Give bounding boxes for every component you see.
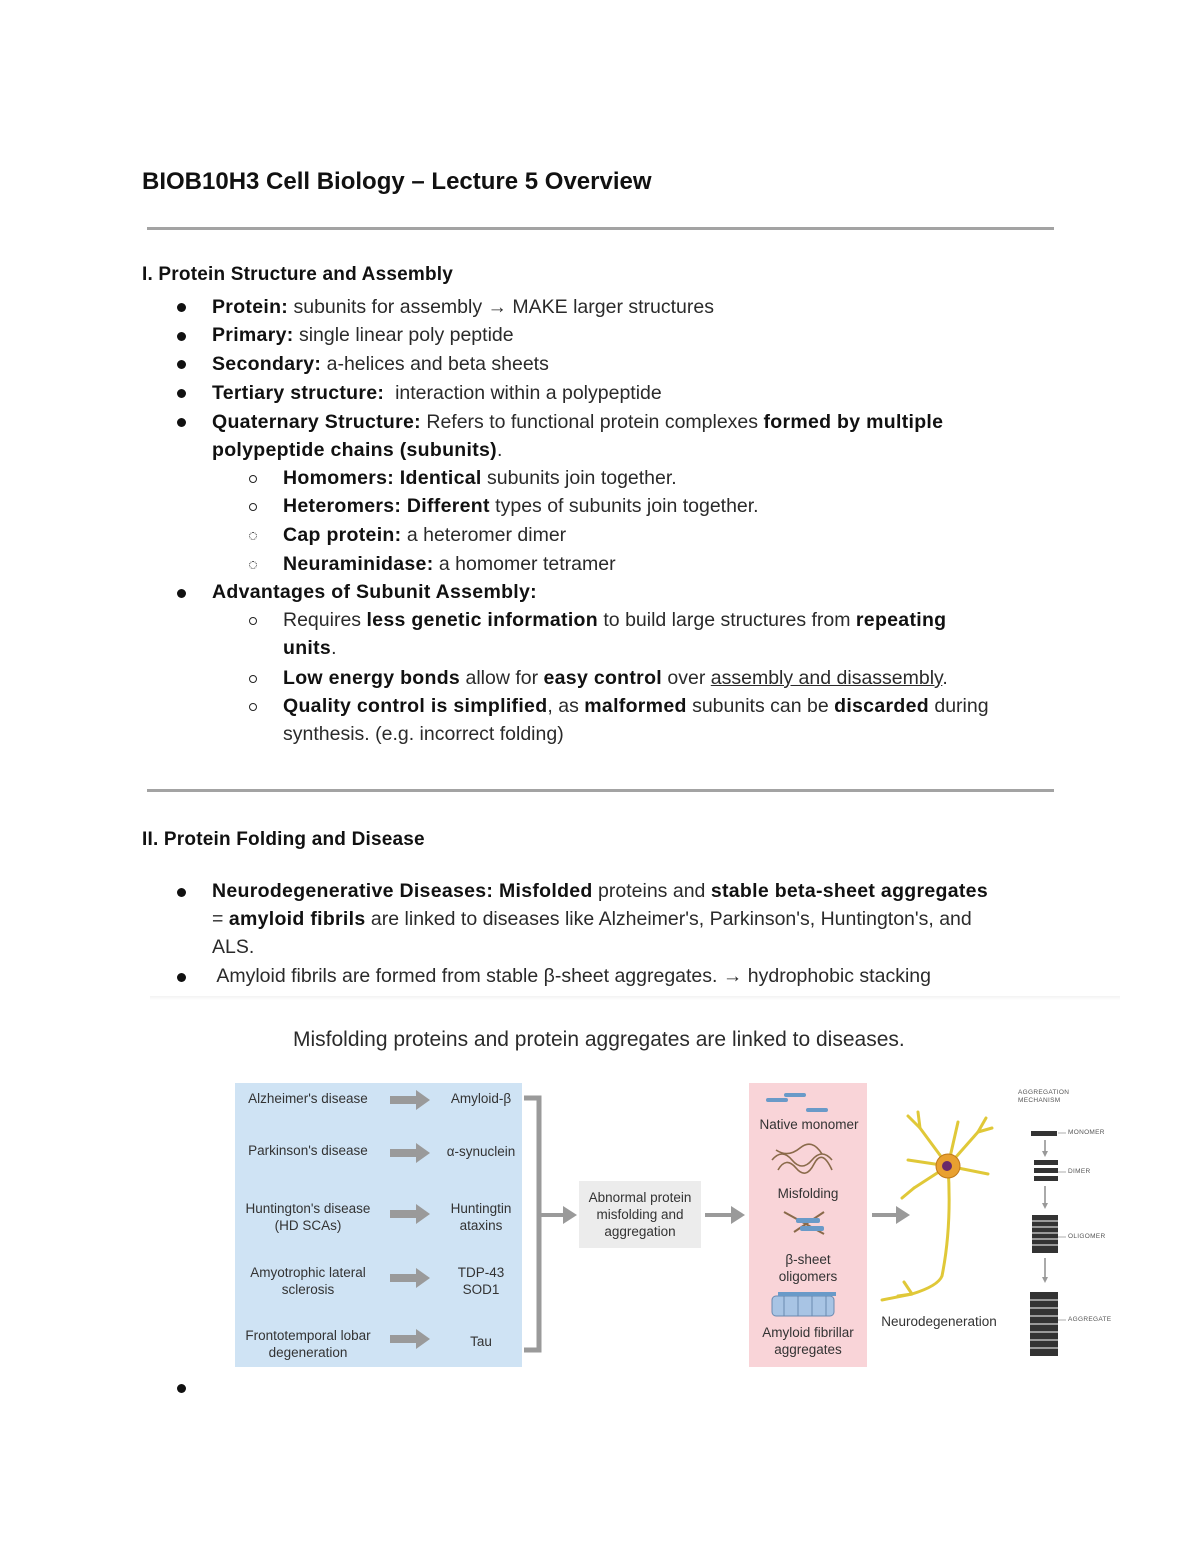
- mechanism-title: AGGREGATION MECHANISM: [1018, 1089, 1070, 1104]
- list-item-quaternary: Quaternary Structure: Refers to functional protein complexes formed by multiple: [212, 411, 944, 433]
- sublist-item-cap-protein: Cap protein: a heteromer dimer: [283, 524, 567, 546]
- nucleus-icon: [942, 1161, 952, 1171]
- figure-title: Misfolding proteins and protein aggregates are linked to diseases.: [293, 1028, 905, 1051]
- disease-label: Huntington's disease (HD SCAs): [245, 1201, 371, 1233]
- sublist-item-neuraminidase: Neuraminidase: a homomer tetramer: [283, 553, 616, 575]
- neuron-label: Neurodegeneration: [881, 1314, 997, 1329]
- sublist-item-heteromers: Heteromers: Different types of subunits join together.: [283, 495, 759, 517]
- sublist-item-genetic-info-cont: units.: [283, 637, 337, 659]
- arrow-icon: [872, 1206, 910, 1224]
- sublist-item-quality-control-cont: synthesis. (e.g. incorrect folding): [283, 723, 564, 745]
- aggregation-stack-icon: [1030, 1131, 1058, 1356]
- list-item-quaternary-cont: polypeptide chains (subunits).: [212, 439, 503, 461]
- sublist-item-genetic-info: Requires less genetic information to build large structures from repeating: [283, 609, 947, 631]
- protein-label: Tau: [470, 1334, 492, 1349]
- neuron-icon: [882, 1112, 992, 1300]
- sublist-item-low-energy: Low energy bonds allow for easy control over assembly and disassembly.: [283, 667, 948, 689]
- stage-label: Native monomer: [759, 1117, 859, 1132]
- disease-label: Parkinson's disease: [248, 1143, 368, 1158]
- page-title: BIOB10H3 Cell Biology – Lecture 5 Overview: [142, 168, 652, 195]
- list-item-primary: Primary: single linear poly peptide: [212, 324, 514, 346]
- native-monomer-icon: [766, 1093, 828, 1112]
- amyloid-fibril-icon: [772, 1292, 836, 1316]
- sublist-item-quality-control: Quality control is simplified, as malformed subunits can be discarded during: [283, 695, 989, 717]
- mechanism-step-label: DIMER: [1068, 1168, 1091, 1175]
- disease-label: Amyotrophic lateral sclerosis: [250, 1265, 366, 1297]
- list-item-tertiary: Tertiary structure: interaction within a polypeptide: [212, 382, 662, 404]
- stage-label: Amyloid fibrillar aggregates: [762, 1325, 854, 1357]
- arrow-icon: [705, 1206, 745, 1224]
- disease-label: Frontotemporal lobar degeneration: [245, 1328, 371, 1360]
- list-item-neurodegenerative-cont: = amyloid fibrils are linked to diseases like Alzheimer's, Parkinson's, Huntington's, and: [212, 908, 972, 930]
- stage-label: β-sheet oligomers: [778, 1252, 838, 1284]
- list-item-secondary: Secondary: a-helices and beta sheets: [212, 353, 549, 375]
- section-heading-2: II. Protein Folding and Disease: [142, 829, 425, 850]
- list-item-neurodegenerative: Neurodegenerative Diseases: Misfolded proteins and stable beta-sheet aggregates: [212, 880, 988, 902]
- disease-arrow-icons: [390, 1090, 430, 1349]
- misfolding-icon: [772, 1144, 832, 1173]
- mechanism-leader-lines: [1058, 1133, 1066, 1320]
- mechanism-step-label: OLIGOMER: [1068, 1233, 1106, 1240]
- protein-label: TDP-43 SOD1: [457, 1265, 505, 1297]
- disease-label: Alzheimer's disease: [248, 1091, 368, 1106]
- protein-label: Amyloid-β: [450, 1091, 512, 1106]
- middle-box-label: Abnormal protein misfolding and aggregation: [588, 1190, 692, 1239]
- arrow-icon: [541, 1206, 577, 1224]
- list-item-protein: Protein: subunits for assembly → MAKE larger structures: [212, 296, 714, 318]
- list-item-neurodegenerative-cont2: ALS.: [212, 936, 255, 958]
- protein-label: Huntingtin ataxins: [450, 1201, 512, 1233]
- list-item-amyloid: Amyloid fibrils are formed from stable β-sheet aggregates. → hydrophobic stacking: [212, 965, 931, 987]
- section-heading-1: I. Protein Structure and Assembly: [142, 264, 454, 285]
- bracket-icon: [524, 1098, 539, 1350]
- list-item-advantages: Advantages of Subunit Assembly:: [212, 581, 537, 603]
- mechanism-step-label: MONOMER: [1068, 1129, 1105, 1136]
- protein-label: α-synuclein: [446, 1144, 516, 1159]
- stage-label: Misfolding: [777, 1186, 839, 1201]
- mechanism-step-label: AGGREGATE: [1068, 1316, 1112, 1323]
- beta-sheet-oligomer-icon: [784, 1212, 824, 1234]
- sublist-item-homomers: Homomers: Identical subunits join together.: [283, 467, 677, 489]
- bullet-icon: [177, 1384, 186, 1393]
